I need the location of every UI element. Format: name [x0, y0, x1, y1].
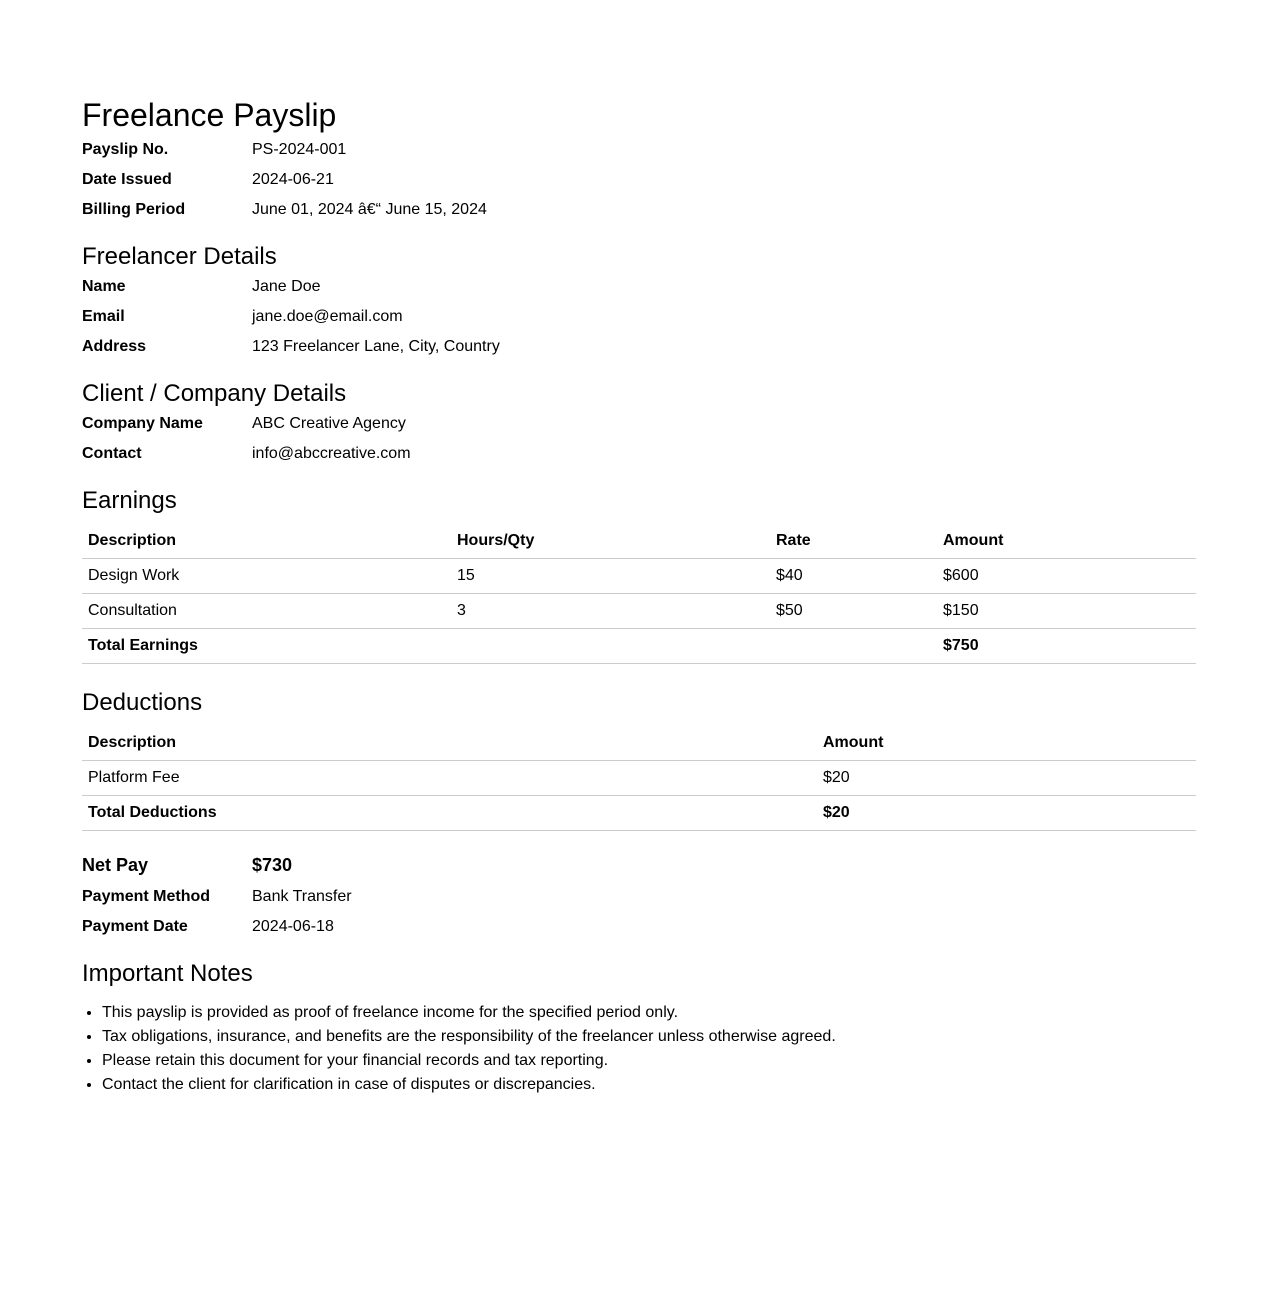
meta-value: 2024-06-21 [252, 171, 334, 188]
total-deductions-value: $20 [817, 796, 1196, 831]
field-value: Bank Transfer [252, 888, 352, 905]
freelancer-row-address [82, 332, 1196, 362]
column-header: Amount [817, 725, 1196, 761]
payslip-meta [82, 135, 1196, 225]
table-header-row [82, 523, 1196, 559]
table-cell: Platform Fee [82, 761, 817, 796]
freelancer-details [82, 272, 1196, 362]
list-item: • Please retain this document for your financial records and tax reporting. [102, 1049, 1196, 1073]
column-header: Hours/Qty [451, 523, 770, 559]
column-header: Amount [937, 523, 1196, 559]
table-cell: 15 [451, 559, 770, 594]
list-item: • Contact the client for clarification in case of disputes or discrepancies. [102, 1073, 1196, 1097]
table-cell: Design Work [82, 559, 451, 594]
field-value: 123 Freelancer Lane, City, Country [252, 338, 500, 355]
table-cell: $600 [937, 559, 1196, 594]
client-row-contact [82, 439, 1196, 469]
field-value: Jane Doe [252, 278, 321, 295]
deductions-table [82, 725, 1196, 831]
net-pay-label: Net Pay [82, 854, 149, 875]
net-pay-value: $730 [252, 854, 293, 875]
freelancer-row-email [82, 302, 1196, 332]
meta-label: Payslip No. [82, 141, 169, 158]
field-value: ABC Creative Agency [252, 415, 406, 432]
table-cell: $50 [770, 594, 937, 629]
payment-date-row [82, 912, 1196, 942]
freelancer-details-heading: Freelancer Details [82, 243, 277, 270]
meta-row-date-issued [82, 165, 1196, 195]
column-header: Description [82, 725, 817, 761]
total-deductions-label: Total Deductions [82, 796, 817, 831]
list-item: • This payslip is provided as proof of freelance income for the specified period only. [102, 1001, 1196, 1025]
table-cell: Consultation [82, 594, 451, 629]
page-title: Freelance Payslip [82, 97, 337, 133]
field-label: Email [82, 308, 125, 325]
payment-method-row [82, 882, 1196, 912]
freelancer-row-name [82, 272, 1196, 302]
column-header: Description [82, 523, 451, 559]
list-item: • Tax obligations, insurance, and benefits are the responsibility of the freelancer unless otherwise agreed. [102, 1025, 1196, 1049]
meta-row-payslip-no [82, 135, 1196, 165]
deductions-heading: Deductions [82, 689, 203, 716]
meta-label: Date Issued [82, 171, 172, 188]
table-row [82, 761, 1196, 796]
field-label: Name [82, 278, 126, 295]
table-cell: $40 [770, 559, 937, 594]
client-details-heading: Client / Company Details [82, 380, 347, 407]
field-value: info@abccreative.com [252, 445, 411, 462]
field-label: Payment Method [82, 888, 211, 905]
total-earnings-label: Total Earnings [82, 629, 937, 664]
table-row [82, 594, 1196, 629]
meta-value: June 01, 2024 â€“ June 15, 2024 [252, 201, 487, 218]
total-earnings-value: $750 [937, 629, 1196, 664]
meta-row-billing-period [82, 195, 1196, 225]
net-pay-row [82, 848, 1196, 882]
column-header: Rate [770, 523, 937, 559]
table-row [82, 559, 1196, 594]
earnings-table [82, 523, 1196, 664]
meta-label: Billing Period [82, 201, 186, 218]
table-cell: $20 [817, 761, 1196, 796]
client-row-company [82, 409, 1196, 439]
table-cell: $150 [937, 594, 1196, 629]
notes-list [82, 1001, 1196, 1097]
earnings-heading: Earnings [82, 487, 177, 514]
field-label: Contact [82, 445, 142, 462]
field-label: Address [82, 338, 147, 355]
table-cell: 3 [451, 594, 770, 629]
deductions-total-row [82, 796, 1196, 831]
field-label: Payment Date [82, 918, 188, 935]
field-label: Company Name [82, 415, 203, 432]
important-notes-heading: Important Notes [82, 960, 253, 987]
earnings-total-row [82, 629, 1196, 664]
client-details [82, 409, 1196, 469]
meta-value: PS-2024-001 [252, 141, 347, 158]
table-header-row [82, 725, 1196, 761]
field-value: 2024-06-18 [252, 918, 334, 935]
field-value: jane.doe@email.com [252, 308, 403, 325]
